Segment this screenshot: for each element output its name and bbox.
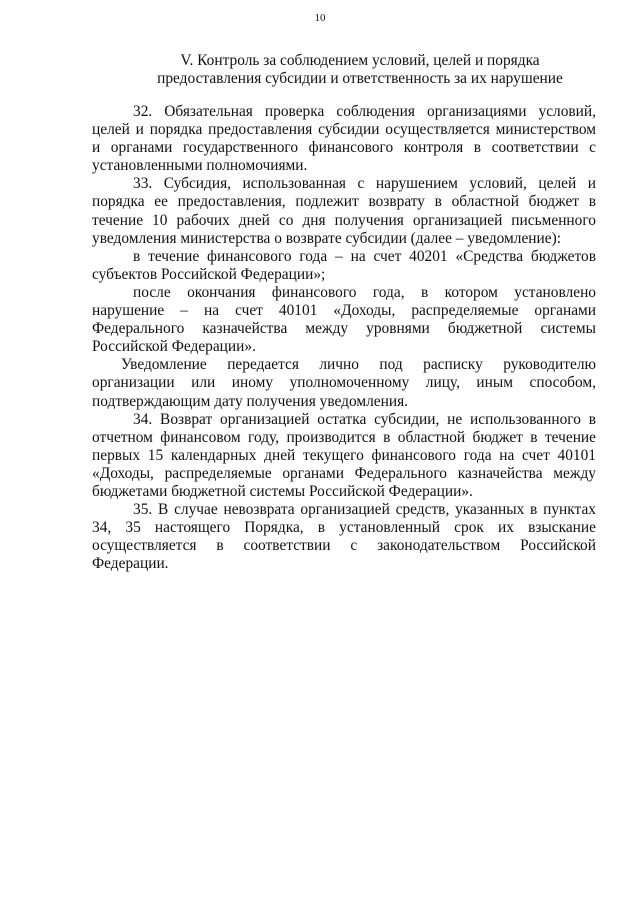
paragraph-33-financial-year: в течение финансового года – на счет 40201 «Средства бюджетов субъектов Российской Федерации»; — [92, 247, 596, 283]
paragraph-33: 33. Субсидия, использованная с нарушением условий, целей и порядка ее предоставления, подлежит возврату в областной бюджет в течение 10 рабочих дней со дня получения организацией письменного уведомления министерства о возврате субсидии (далее – уведомление): — [92, 175, 596, 247]
section-title-line-1: V. Контроль за соблюдением условий, целей и порядка — [180, 52, 540, 69]
paragraph-32: 32. Обязательная проверка соблюдения организациями условий, целей и порядка предоставления субсидии осуществляется министерством и органами государственного финансового контроля в соответствии с установленными полномочиями. — [92, 103, 596, 175]
paragraph-33-after-financial-year: после окончания финансового года, в котором установлено нарушение – на счет 40101 «Доходы, распределяемые органами Федерального казначейства между уровнями бюджетной системы Российской Федерации». — [92, 283, 596, 356]
section-title-line-2: предоставления субсидии и ответственность за их нарушение — [157, 70, 563, 87]
paragraph-35: 35. В случае невозврата организацией средств, указанных в пунктах 34, 35 настоящего Порядка, в установленный срок их взыскание осуществляется в соответствии с законодательством Российской Федерации. — [92, 501, 596, 573]
document-body — [92, 103, 596, 573]
paragraph-notification: Уведомление передается лично под расписку руководителю организации или иному уполномоченному лицу, иным способом, подтверждающим дату получения уведомления. — [92, 356, 596, 410]
section-title — [140, 52, 580, 88]
paragraph-34: 34. Возврат организацией остатка субсидии, не использованного в отчетном финансовом году, производится в областной бюджет в течение первых 15 календарных дней текущего финансового года на счет 40101 «Доходы, распределяемые органами Федерального казначейства между бюджетами бюджетной системы Российской Федерации». — [92, 410, 596, 500]
page-number: 10 — [314, 12, 326, 24]
